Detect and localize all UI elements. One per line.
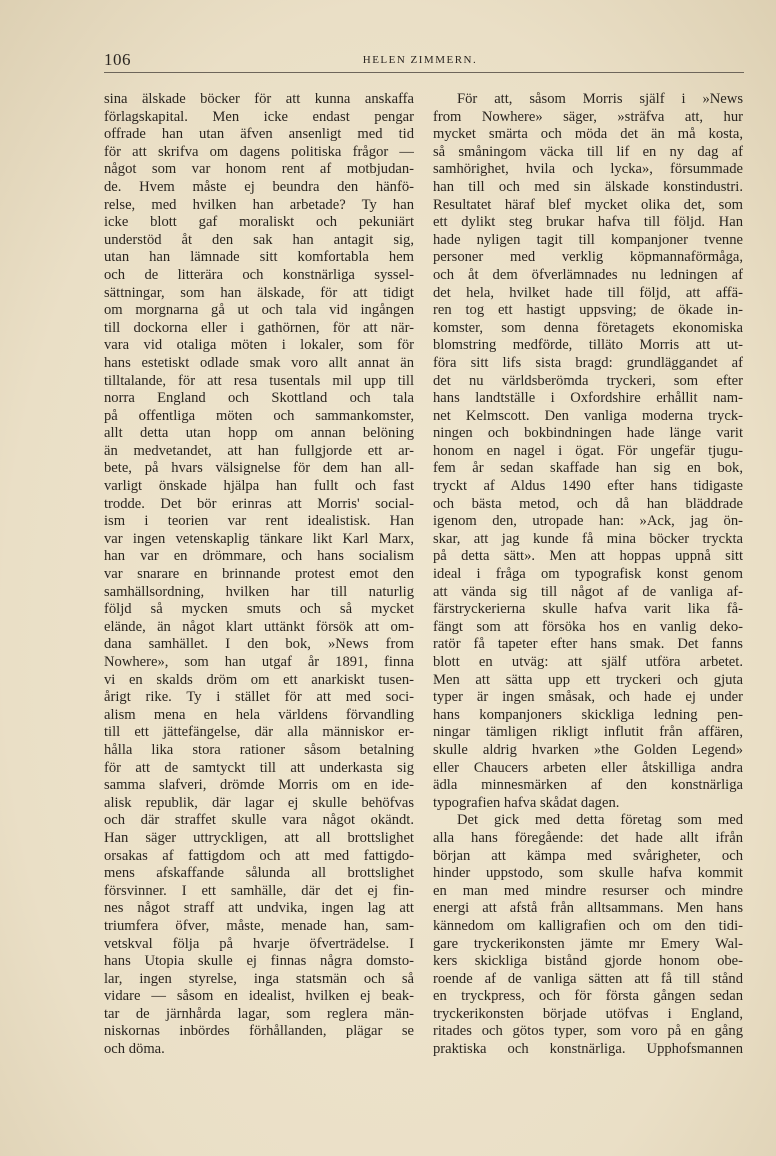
text-line: en tryckpress, och för första gången sedan: [433, 988, 743, 1005]
text-line: mycket smärta och möda det än må kosta,: [433, 126, 743, 143]
text-line: understöd åt den sak han antagit sig,: [104, 231, 414, 248]
text-line: tryckt af Aldus 1490 efter hans tidigaste: [433, 478, 743, 495]
text-line: hans landtställe i Oxfordshire erhållit nam-: [433, 390, 743, 407]
text-line: typer är ingen småsak, och hade ej under: [433, 689, 743, 706]
text-line: tryckerikonsten började utöfvas i England,: [433, 1005, 743, 1022]
text-line: om morgnarna gå ut och tala vid ingången: [104, 302, 414, 319]
text-line: så småningom väcka till lif en ny dag af: [433, 143, 743, 160]
text-line: Han säger uttryckligen, att all brottslighet: [104, 829, 414, 846]
text-line: eller Chaucers arbeten eller åtskilliga andra: [433, 759, 743, 776]
text-line: och åt dem öfverlämnades nu ledningen af: [433, 266, 743, 283]
text-line: var snarare en brinnande protest emot den: [104, 566, 414, 583]
text-line: kännedom om kalligrafien och om den tidi-: [433, 917, 743, 934]
text-line: lar, ingen styrelse, inga statsmän och så: [104, 970, 414, 987]
running-head: HELEN ZIMMERN.: [362, 54, 478, 66]
text-line: alla hans föregående: det hade allt ifrån: [433, 829, 743, 846]
text-line: och döma.: [104, 1041, 165, 1058]
text-line: norra England och Skottland och tala: [104, 390, 414, 407]
text-line: gare tryckerikonsten jämte mr Emery Wal-: [433, 935, 743, 952]
text-line: samhörighet, hvila och lycka», försummade: [433, 161, 743, 178]
text-line: årigt rike. Ty i stället för att med soci-: [104, 689, 414, 706]
text-line: mens afskaffande sålunda all brottslighet: [104, 865, 414, 882]
text-line: dana samhället. I den bok, »News from: [104, 636, 414, 653]
text-line: på detta sätt». Men att hoppas uppnå sitt: [433, 548, 743, 565]
text-line: blomstring medförde, tilläto Morris att ut-: [433, 337, 743, 354]
text-line: början att kämpa med svårigheter, och: [433, 847, 743, 864]
text-line: och de litterära och konstnärliga syssel-: [104, 266, 414, 283]
text-line: komster, som denna företagets ekonomiska: [433, 319, 743, 336]
text-line: och där straffet skulle vara något okändt.: [104, 812, 414, 829]
text-line: icke blott gaf moraliskt och pekuniärt: [104, 214, 414, 231]
text-line: och bästa metod, och då han bläddrade: [433, 495, 743, 512]
text-line: nes något straff att undvika, ingen lag att: [104, 900, 414, 917]
text-line: roende af de vanliga sätten att få till stånd: [433, 970, 743, 987]
text-line: ism i teorien var rent idealistisk. Han: [104, 513, 414, 530]
text-line: För att, såsom Morris själf i »News: [457, 91, 743, 107]
text-line: han till och med sin älskade konstindustri.: [433, 178, 743, 195]
text-line: alism mena en hela världens förvandling: [104, 706, 414, 723]
text-line: orsakas af fattigdom och att med fattigdo-: [104, 847, 414, 864]
text-line: ningar tämligen rikligt influtit från affären,: [433, 724, 743, 741]
text-line: typografien hafva skådat dagen.: [433, 794, 620, 811]
text-line: sina älskade böcker för att kunna anskaffa: [104, 91, 414, 107]
text-line: samhällsordning, hvilken har till naturlig: [104, 583, 414, 600]
text-line: Resultatet häraf blef mycket olika det, som: [433, 196, 743, 213]
text-line: det hela, hvilket hade till följd, att affä-: [433, 284, 743, 301]
text-line: fängt som att försöka hos en vanlig deko-: [433, 618, 743, 635]
text-line: något som var honom rent af motbjudan-: [104, 161, 414, 178]
text-line: hans estetiskt odlade smak voro allt annat än: [104, 354, 414, 371]
text-line: ett dylikt steg brukar hafva till följd. Han: [433, 214, 743, 231]
text-line: honom en nagel i ögat. För ungefär tjugu-: [433, 442, 743, 459]
text-line: trodde. Det bör erinras att Morris' social-: [104, 495, 414, 512]
text-line: skar, att jag kunde få mina böcker tryckta: [433, 530, 743, 547]
text-line: vidare — såsom en idealist, hvilken ej beak-: [104, 988, 414, 1005]
text-line: vi en skalds dröm om ett anarkiskt tusen-: [104, 671, 414, 688]
text-line: vetskval följa på hvarje öfverträdelse. I: [104, 935, 414, 952]
text-column-left: [104, 91, 414, 1059]
text-line: kers skickliga bistånd gjorde honom obe-: [433, 953, 743, 970]
text-line: elände, än något klart uttänkt försök att om-: [104, 618, 414, 635]
text-line: offrade han utan äfven ansenligt med tid: [104, 126, 414, 143]
text-line: Nowhere», som han utgaf år 1891, finna: [104, 654, 414, 670]
text-line: hålla lika stora rationer såsom betalning: [104, 741, 414, 758]
page-number: 106: [104, 50, 131, 69]
text-line: relse, med hvilken han arbetade? Ty han: [104, 196, 414, 213]
text-line: ädla minnesmärken af den konstnärliga: [433, 777, 743, 794]
text-line: de. Hvem måste ej beundra den hänfö-: [104, 178, 414, 195]
text-line: vara vid otaliga möten i lokaler, som för: [104, 337, 414, 354]
text-line: skulle aldrig hvarken »the Golden Legend»: [433, 741, 743, 758]
text-line: för att skrifva om dagens politiska frågor —: [104, 143, 414, 160]
text-line: niskornas inbördes förhållanden, plägar se: [104, 1023, 414, 1040]
text-line: personer med verklig köpmannaförmåga,: [433, 249, 743, 266]
text-line: var ingen vetenskaplig tänkare likt Karl Marx,: [104, 530, 414, 547]
text-line: ideal i fråga om typografisk konst genom: [433, 566, 743, 583]
text-line: Det gick med detta företag som med: [457, 812, 743, 829]
text-line: fem år sedan skaffade han sig en bok,: [433, 460, 743, 477]
text-line: samma slafveri, drömde Morris om en ide-: [104, 777, 414, 794]
text-line: energi att afstå från alltsammans. Men hans: [433, 900, 743, 917]
text-line: ratör få tapeter efter hans smak. Det fanns: [433, 636, 743, 653]
text-line: triumfera öfver, måste, menade han, sam-: [104, 917, 414, 934]
text-line: utan han lämnade sitt komfortabla hem: [104, 249, 414, 266]
text-line: tar de järnhårda lagar, som reglera män-: [104, 1005, 414, 1022]
text-line: hade nyligen tagit till kompanjoner tvenne: [433, 231, 743, 248]
text-line: sättningar, som han älskade, för att tidigt: [104, 284, 414, 301]
text-line: praktiska och konstnärliga. Upphofsmannen: [433, 1041, 743, 1058]
text-line: att vända sig till något af de vanliga af-: [433, 583, 743, 600]
text-line: han var en drömmare, och hans socialism: [104, 548, 414, 565]
text-line: varligt önskade hjälpa han fullt och fast: [104, 478, 414, 495]
text-line: blott en utväg: att själf utföra arbetet.: [433, 654, 743, 670]
text-line: ritades och götos typer, som voro på en gång: [433, 1023, 743, 1040]
text-line: för att de samtyckt till att underkasta sig: [104, 759, 414, 776]
text-line: igenom den, utropade han: »Ack, jag ön-: [433, 513, 743, 530]
text-line: försvinner. I ett samhälle, där det ej fin-: [104, 882, 414, 899]
text-column-right: [433, 91, 743, 1059]
text-line: till dockorna eller i gathörnen, för att när-: [104, 319, 414, 336]
text-line: färstryckerierna skulle hafva varit lika få-: [433, 601, 743, 618]
text-line: hans Utopia skulle ej finnas några domsto-: [104, 953, 414, 970]
text-line: följd så mycken smuts och så mycket: [104, 601, 414, 618]
text-line: det nu världsberömda tryckeri, som efter: [433, 372, 743, 389]
text-line: ningen och bokbindningen hade länge varit: [433, 425, 743, 442]
text-line: alisk republik, där lagar ej skulle behöfvas: [104, 794, 414, 811]
text-line: förlagskapital. Men icke endast pengar: [104, 108, 414, 125]
text-line: en man med mindre resurser och mindre: [433, 882, 743, 899]
text-line: allt detta utan hopp om annan belöning: [104, 425, 414, 442]
text-line: på offentliga möten och sammankomster,: [104, 407, 414, 424]
text-line: Men att sätta upp ett tryckeri och gjuta: [433, 671, 743, 688]
text-line: hinder uppstodo, som skulle hafva kommit: [433, 865, 743, 882]
header-rule: [104, 72, 744, 73]
text-line: föra sitt lifs sista bragd: grundläggandet af: [433, 354, 743, 371]
text-line: ren tog ett hastigt uppsving; de ökade in-: [433, 302, 743, 319]
text-line: net Kelmscott. Den vanliga moderna tryck-: [433, 407, 743, 424]
text-line: tilltalande, för att resa tusentals mil upp till: [104, 372, 414, 389]
text-line: hans kompanjoners skickliga ledning pen-: [433, 706, 743, 723]
text-line: än medvetandet, att han fullgjorde ett ar-: [104, 442, 414, 459]
text-line: bete, på hvars välsignelse för dem han all-: [104, 460, 414, 477]
text-line: till ett jättefängelse, där alla människor er-: [104, 724, 414, 741]
text-line: from Nowhere» säger, »sträfva att, hur: [433, 108, 743, 125]
